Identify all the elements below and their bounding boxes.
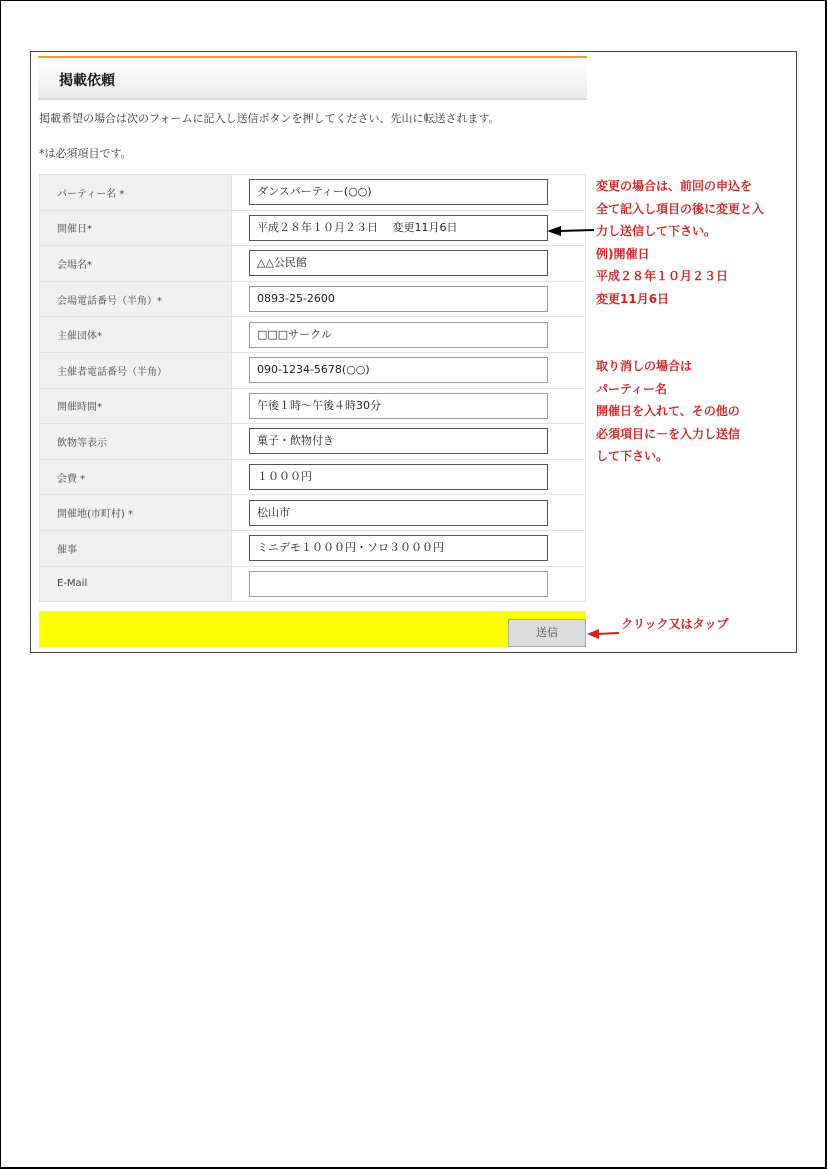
arrow-to-submit-line [597,633,619,634]
intro-text: 掲載希望の場合は次のフォームに記入し送信ボタンを押してください、先山に転送されます。 [39,112,500,125]
date-input[interactable]: 平成２８年１０月２３日 変更11月6日 [249,215,548,241]
field-label: 主催者電話番号（半角） [40,352,232,388]
venue-phone-input[interactable]: 0893-25-2600 [249,286,548,312]
annotation-arrows [31,52,798,654]
city-input[interactable]: 松山市 [249,500,548,526]
required-note: *は必須項目です。 [39,147,132,160]
field-label: 会費 * [40,459,232,495]
submit-button[interactable]: 送信 [508,619,586,647]
field-label: 開催地(市町村) * [40,495,232,531]
field-label: 開催日* [40,210,232,246]
form-screenshot [30,51,797,653]
page-title: 掲載依頼 [59,73,115,89]
venue-input[interactable]: △△公民館 [249,250,548,276]
time-input[interactable]: 午後１時～午後４時30分 [249,393,548,419]
field-label: パーティー名 * [40,175,232,211]
field-label: 催事 [40,530,232,566]
party-name-input[interactable]: ダンスパーティー(○○) [249,179,548,205]
arrow-to-submit-icon [587,629,599,639]
click-instruction: クリック又はタップ [621,617,729,631]
organizer-input[interactable]: □□□サークル [249,322,548,348]
organizer-phone-input[interactable]: 090-1234-5678(○○) [249,357,548,383]
field-label: 飲物等表示 [40,424,232,460]
arrow-to-date-icon [547,226,561,236]
refreshments-input[interactable]: 菓子・飲物付き [249,428,548,454]
field-label: 会場名* [40,246,232,282]
fee-input[interactable]: １０００円 [249,464,548,490]
field-label: 主催団体* [40,317,232,353]
change-instructions: 変更の場合は、前回の申込を 全て記入し項目の後に変更と入 力し送信して下さい。 例)開催日 平成２８年１０月２３日 変更11月6日 [596,179,765,306]
field-label: 会場電話番号（半角）* [40,281,232,317]
arrow-to-date-line [559,230,594,231]
event-input[interactable]: ミニデモ１０００円・ソロ３０００円 [249,535,548,561]
field-label: E-Mail [40,566,232,602]
field-label: 開催時間* [40,388,232,424]
cancel-instructions: 取り消しの場合は パーティー名 開催日を入れて、その他の 必須項目に－を入力し送信 して下さい。 [596,359,741,463]
